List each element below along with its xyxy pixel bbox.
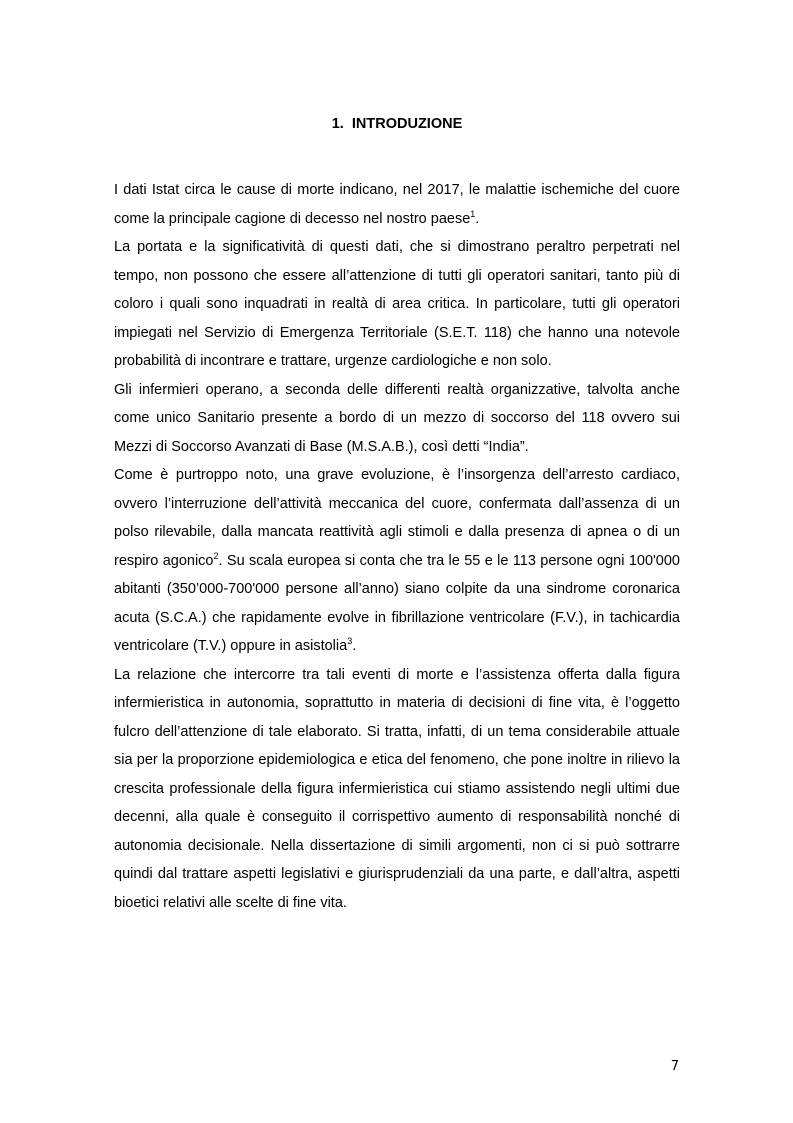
paragraph-text: . xyxy=(475,210,480,227)
paragraph-text: Come è purtroppo noto, una grave evoluzione, è l’insorgenza dell’arresto cardiaco, ovvero l’interruzione dell’attività meccanica del cuore, confermata dall’assenza di un polso rilevabile, dalla mancata reattività agli stimoli e dalla presenza di apnea o di un respiro agonico xyxy=(114,467,680,569)
chapter-title: INTRODUZIONE xyxy=(351,116,463,132)
chapter-number: 1. xyxy=(331,116,344,132)
footnote-ref-3[interactable]: 3 xyxy=(347,636,353,647)
paragraph-text: I dati Istat circa le cause di morte indicano, nel 2017, le malattie ischemiche del cuore come la principale cagione di decesso nel nostro paese xyxy=(114,182,680,227)
paragraph-text: La relazione che intercorre tra tali eventi di morte e l’assistenza offerta dalla figura infermieristica in autonomia, soprattutto in materia di decisioni di fine vita, è l’oggetto fulcro dell’attenzione di tale elaborato. Si tratta, infatti, di un tema considerabile attuale sia per la proporzione epidemiologica e etica del fenomeno, che pone inoltre in rilievo la crescita professionale della figura infermieristica cui stiamo assistendo negli ultimi due decenni, alla quale è conseguito il corrispettivo aumento di responsabilità nonché di autonomia decisionale. Nella dissertazione di simili argomenti, non ci si può sottrarre quindi dal trattare aspetti legislativi e giurisprudenziali da una parte, e dall’altra, aspetti bioetici relativi alle scelte di fine vita. xyxy=(114,666,680,911)
paragraph-text: La portata e la significatività di questi dati, che si dimostrano peraltro perpetrati nel tempo, non possono che essere all’attenzione di tutti gli operatori sanitari, tanto più di coloro i quali sono inquadrati in realtà di area critica. In particolare, tutti gli operatori impiegati nel Servizio di Emergenza Territoriale (S.E.T. 118) che hanno una notevole probabilità di incontrare e trattare, urgenze cardiologiche e non solo. xyxy=(114,239,680,369)
footnote-ref-2[interactable]: 2 xyxy=(213,550,219,561)
page-number: 7 xyxy=(670,1059,679,1074)
footnote-ref-1[interactable]: 1 xyxy=(470,208,476,219)
chapter-heading xyxy=(114,114,680,134)
paragraph-text: . Su scala europea si conta che tra le 55 e le 113 persone ogni 100'000 abitanti (350’000-700'000 persone all’anno) siano colpite da una sindrome coronarica acuta (S.C.A.) che rapidamente evolve in fibrillazione ventricolare (F.V.), in tachicardia ventricolare (T.V.) oppure in asistolia xyxy=(114,552,680,654)
paragraph-nurses-role xyxy=(114,376,680,462)
body-text xyxy=(114,176,680,917)
paragraph-text: . xyxy=(352,638,357,654)
paragraph-data-significance xyxy=(114,233,680,376)
paragraph-cardiac-arrest xyxy=(114,461,680,661)
paragraph-istat-data xyxy=(114,176,680,233)
paragraph-thesis-focus xyxy=(114,661,680,918)
paragraph-text: Gli infermieri operano, a seconda delle differenti realtà organizzative, talvolta anche come unico Sanitario presente a bordo di un mezzo di soccorso del 118 ovvero sui Mezzi di Soccorso Avanzati di Base (M.S.A.B.), così detti “India”. xyxy=(114,381,680,455)
